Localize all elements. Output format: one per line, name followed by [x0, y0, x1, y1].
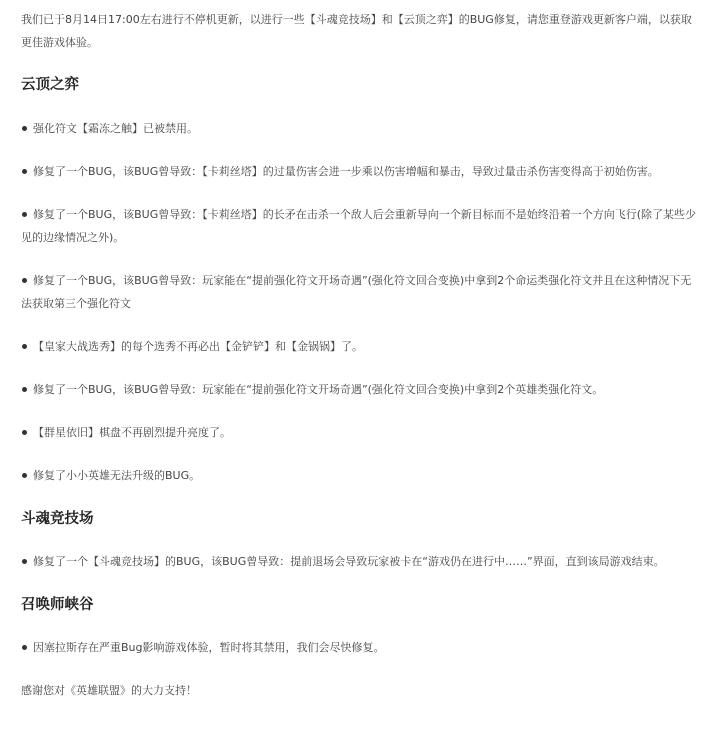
list-item [21, 550, 702, 573]
bullet-icon [22, 212, 27, 217]
bullet-icon [22, 473, 27, 478]
intro-paragraph: 我们已于8月14日17:00左右进行不停机更新，以进行一些【斗魂竞技场】和【云顶之弈】的BUG修复，请您重登游戏更新客户端，以获取更佳游戏体验。 [21, 13, 692, 49]
list-item-text: 【群星依旧】棋盘不再剧烈提升亮度了。 [33, 426, 231, 439]
list-item-text: 【皇家大战选秀】的每个选秀不再必出【金铲铲】和【金锅锅】了。 [33, 340, 363, 353]
list-item [21, 378, 702, 401]
list-item-text: 修复了一个BUG，该BUG曾导致：【卡莉丝塔】的长矛在击杀一个敌人后会重新导向一个新目标而不是始终沿着一个方向飞行(除了某些少见的边缘情况之外)。 [21, 208, 697, 244]
section-list-rift [21, 636, 702, 659]
list-item [21, 636, 702, 659]
list-item-text: 修复了一个BUG，该BUG曾导致：玩家能在“提前强化符文开场奇遇”(强化符文回合变换)中拿到2个命运类强化符文并且在这种情况下无法获取第三个强化符文 [21, 274, 692, 310]
bullet-icon [22, 645, 27, 650]
list-item [21, 269, 702, 315]
section-title-tft: 云顶之弈 [21, 77, 79, 93]
list-item [21, 117, 702, 140]
section-title-rift: 召唤师峡谷 [21, 597, 94, 613]
closing-paragraph: 感谢您对《英雄联盟》的大力支持！ [21, 684, 197, 697]
bullet-icon [22, 387, 27, 392]
bullet-icon [22, 169, 27, 174]
list-item [21, 335, 702, 358]
list-item [21, 160, 702, 183]
list-item-text: 修复了一个BUG，该BUG曾导致：【卡莉丝塔】的过量伤害会进一步乘以伤害增幅和暴击，导致过量击杀伤害变得高于初始伤害。 [33, 165, 659, 178]
bullet-icon [22, 344, 27, 349]
section-title-arena: 斗魂竞技场 [21, 511, 94, 527]
bullet-icon [22, 126, 27, 131]
list-item [21, 464, 702, 487]
bullet-icon [22, 559, 27, 564]
section-list-tft [21, 117, 702, 487]
list-item-text: 修复了小小英雄无法升级的BUG。 [33, 469, 201, 482]
list-item-text: 强化符文【霜冻之触】已被禁用。 [33, 122, 198, 135]
list-item [21, 421, 702, 444]
bullet-icon [22, 278, 27, 283]
list-item-text: 修复了一个【斗魂竞技场】的BUG，该BUG曾导致：提前退场会导致玩家被卡在“游戏仍在进行中……”界面，直到该局游戏结束。 [33, 555, 665, 568]
section-list-arena [21, 550, 702, 573]
list-item [21, 203, 702, 249]
bullet-icon [22, 430, 27, 435]
list-item-text: 修复了一个BUG，该BUG曾导致：玩家能在“提前强化符文开场奇遇”(强化符文回合变换)中拿到2个英雄类强化符文。 [33, 383, 604, 396]
list-item-text: 因塞拉斯存在严重Bug影响游戏体验，暂时将其禁用，我们会尽快修复。 [33, 641, 385, 654]
